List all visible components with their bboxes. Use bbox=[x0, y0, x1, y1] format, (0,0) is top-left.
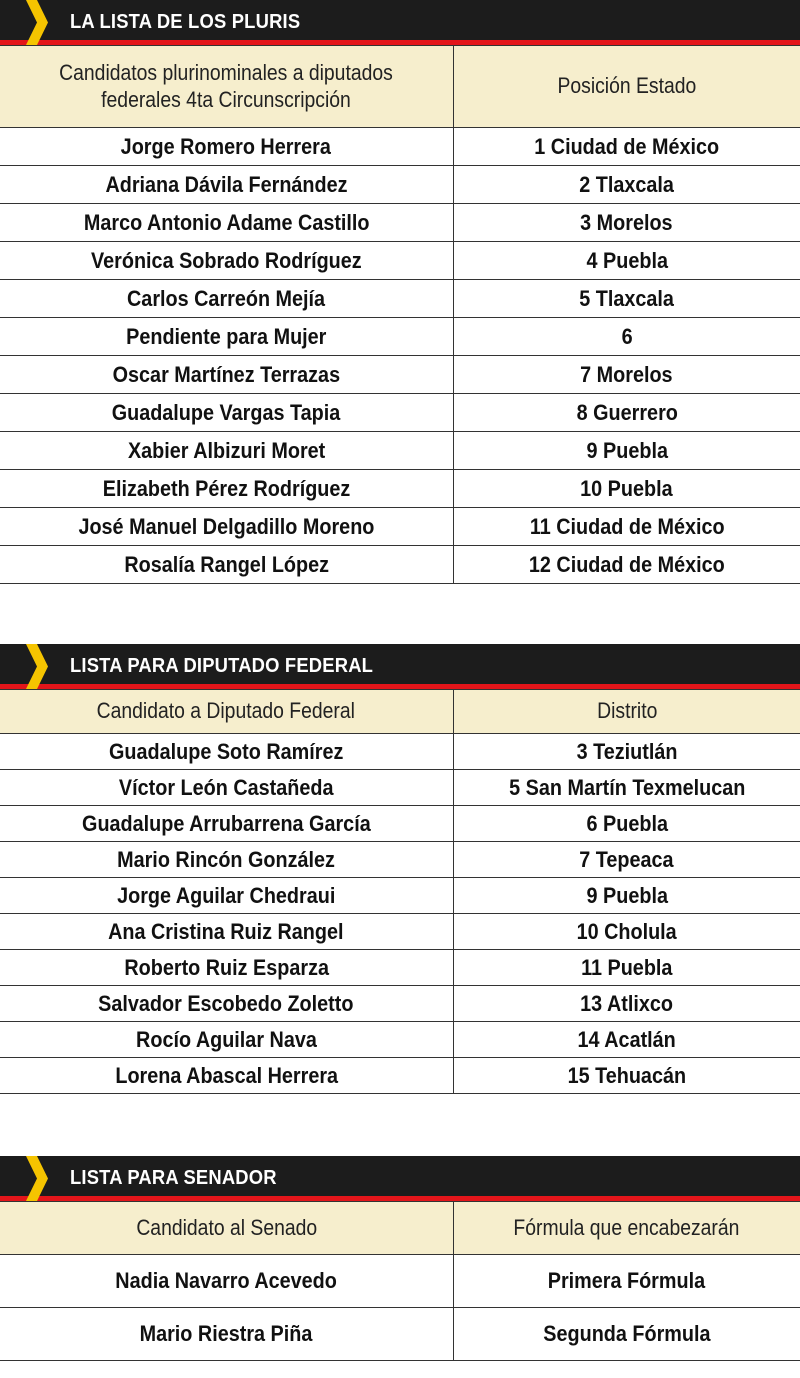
district: 6 Puebla bbox=[586, 810, 668, 836]
column-header: Candidatos plurinominales a diputados federales 4ta Circunscripción bbox=[0, 46, 453, 128]
section-banner bbox=[0, 1156, 800, 1201]
section-banner bbox=[0, 0, 800, 45]
table-row bbox=[0, 432, 800, 470]
district: 14 Acatlán bbox=[577, 1026, 676, 1052]
candidate-name: Elizabeth Pérez Rodríguez bbox=[102, 475, 351, 501]
chevron-icon bbox=[22, 1156, 48, 1201]
table-row bbox=[0, 546, 800, 584]
position-state: 2 Tlaxcala bbox=[579, 171, 675, 197]
table-row bbox=[0, 806, 800, 842]
table-row bbox=[0, 280, 800, 318]
position-state: 9 Puebla bbox=[586, 437, 668, 463]
table-row bbox=[0, 842, 800, 878]
column-header: Candidato al Senado bbox=[0, 1202, 453, 1255]
candidate-name: Marco Antonio Adame Castillo bbox=[83, 209, 370, 235]
table-row bbox=[0, 1022, 800, 1058]
district: 15 Tehuacán bbox=[567, 1062, 686, 1088]
candidate-name: Víctor León Castañeda bbox=[118, 774, 334, 800]
formula: Segunda Fórmula bbox=[543, 1321, 711, 1346]
position-state: 11 Ciudad de México bbox=[529, 513, 725, 539]
candidate-name: Carlos Carreón Mejía bbox=[127, 285, 326, 311]
section-title: LA LISTA DE LOS PLURIS bbox=[70, 11, 301, 33]
position-state: 6 bbox=[621, 323, 633, 349]
candidate-name: Verónica Sobrado Rodríguez bbox=[90, 247, 362, 273]
senador-section bbox=[0, 1156, 800, 1361]
candidate-name: Lorena Abascal Herrera bbox=[114, 1062, 338, 1088]
candidate-name: Adriana Dávila Fernández bbox=[105, 171, 348, 197]
table-row bbox=[0, 508, 800, 546]
diputado-federal-section bbox=[0, 644, 800, 1094]
column-header: Posición Estado bbox=[453, 46, 800, 128]
table-header-row bbox=[0, 1202, 800, 1255]
table-row bbox=[0, 1058, 800, 1094]
table-row bbox=[0, 914, 800, 950]
diputado-federal-table bbox=[0, 689, 800, 1094]
candidate-name: Oscar Martínez Terrazas bbox=[112, 361, 340, 387]
position-state: 12 Ciudad de México bbox=[528, 551, 725, 577]
section-banner bbox=[0, 644, 800, 689]
candidate-name: Guadalupe Arrubarrena García bbox=[81, 810, 371, 836]
district: 3 Teziutlán bbox=[576, 738, 678, 764]
pluris-section bbox=[0, 0, 800, 584]
position-state: 8 Guerrero bbox=[576, 399, 678, 425]
district: 7 Tepeaca bbox=[579, 846, 674, 872]
pluris-table bbox=[0, 45, 800, 584]
table-row bbox=[0, 394, 800, 432]
district: 13 Atlixco bbox=[580, 990, 674, 1016]
district: 5 San Martín Texmelucan bbox=[508, 774, 745, 800]
chevron-icon bbox=[22, 0, 48, 45]
table-header-row bbox=[0, 46, 800, 128]
table-row bbox=[0, 1308, 800, 1361]
formula: Primera Fórmula bbox=[548, 1268, 706, 1293]
district: 11 Puebla bbox=[581, 954, 673, 980]
candidate-name: Nadia Navarro Acevedo bbox=[115, 1268, 338, 1293]
candidate-name: Ana Cristina Ruiz Rangel bbox=[108, 918, 344, 944]
table-row bbox=[0, 318, 800, 356]
table-row bbox=[0, 734, 800, 770]
table-row bbox=[0, 986, 800, 1022]
candidate-name: Roberto Ruiz Esparza bbox=[123, 954, 329, 980]
table-row bbox=[0, 878, 800, 914]
district: 9 Puebla bbox=[586, 882, 668, 908]
candidate-name: Xabier Albizuri Moret bbox=[127, 437, 325, 463]
table-row bbox=[0, 470, 800, 508]
section-title: LISTA PARA SENADOR bbox=[70, 1167, 277, 1189]
table-row bbox=[0, 242, 800, 280]
table-row bbox=[0, 356, 800, 394]
candidate-name: José Manuel Delgadillo Moreno bbox=[78, 513, 375, 539]
position-state: 1 Ciudad de México bbox=[534, 133, 720, 159]
candidate-name: Pendiente para Mujer bbox=[126, 323, 327, 349]
column-header: Fórmula que encabezarán bbox=[453, 1202, 800, 1255]
table-header-row bbox=[0, 690, 800, 734]
senador-table bbox=[0, 1201, 800, 1361]
candidate-name: Jorge Romero Herrera bbox=[121, 133, 332, 159]
table-row bbox=[0, 950, 800, 986]
table-row bbox=[0, 770, 800, 806]
candidate-name: Guadalupe Vargas Tapia bbox=[111, 399, 341, 425]
table-row bbox=[0, 128, 800, 166]
table-row bbox=[0, 166, 800, 204]
position-state: 7 Morelos bbox=[580, 361, 673, 387]
position-state: 10 Puebla bbox=[580, 475, 673, 501]
candidate-name: Mario Riestra Piña bbox=[139, 1321, 313, 1346]
section-title: LISTA PARA DIPUTADO FEDERAL bbox=[70, 655, 374, 677]
candidate-name: Guadalupe Soto Ramírez bbox=[109, 738, 344, 764]
candidate-name: Rosalía Rangel López bbox=[123, 551, 329, 577]
chevron-icon bbox=[22, 644, 48, 689]
position-state: 4 Puebla bbox=[586, 247, 668, 273]
position-state: 3 Morelos bbox=[580, 209, 673, 235]
table-row bbox=[0, 204, 800, 242]
column-header: Distrito bbox=[453, 690, 800, 734]
position-state: 5 Tlaxcala bbox=[579, 285, 675, 311]
column-header: Candidato a Diputado Federal bbox=[0, 690, 453, 734]
candidate-name: Salvador Escobedo Zoletto bbox=[98, 990, 354, 1016]
table-row bbox=[0, 1255, 800, 1308]
candidate-name: Mario Rincón González bbox=[117, 846, 336, 872]
candidate-name: Rocío Aguilar Nava bbox=[135, 1026, 317, 1052]
district: 10 Cholula bbox=[576, 918, 677, 944]
candidate-name: Jorge Aguilar Chedraui bbox=[117, 882, 336, 908]
